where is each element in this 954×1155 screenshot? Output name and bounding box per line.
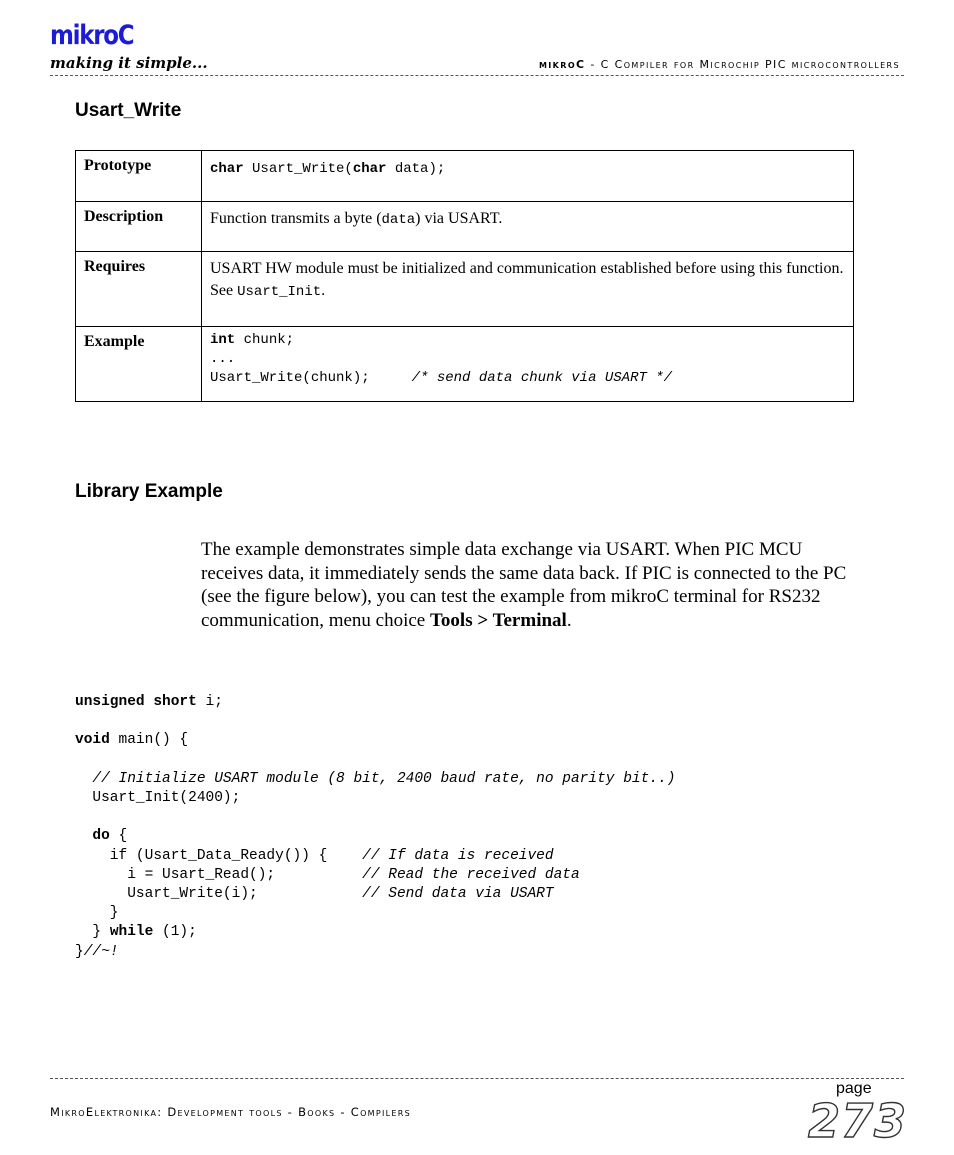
prototype-rest: data); — [386, 161, 446, 177]
requires-value — [202, 252, 854, 327]
requires-code: Usart_Init — [237, 284, 322, 300]
description-value — [202, 202, 854, 252]
header-rule — [50, 75, 904, 76]
code-l8-indent — [75, 828, 92, 844]
code-l14-code: } — [75, 943, 84, 960]
mikroc-logo: mikroC — [50, 20, 134, 51]
description-row — [76, 202, 854, 252]
example-line2: ... — [210, 351, 236, 367]
code-l13-rest: (1); — [153, 924, 197, 941]
code-l3-rest: main() { — [109, 732, 189, 749]
prototype-name: Usart_Write( — [243, 161, 353, 177]
description-code: data — [381, 212, 416, 228]
example-label: Example — [76, 327, 202, 402]
code-l11-comment: // Send data via USART — [362, 886, 554, 903]
code-l10-code: i = Usart_Read(); — [75, 866, 363, 883]
code-l13-kw: while — [109, 924, 154, 941]
example-kw-int: int — [210, 332, 236, 348]
example-line3-code: Usart_Write(chunk); — [210, 370, 412, 386]
description-label: Description — [76, 202, 202, 252]
prototype-value — [202, 151, 854, 202]
code-l14-comment: //~! — [83, 943, 119, 960]
paragraph-text: The example demonstrates simple data exchange via USART. When PIC MCU receives data, it immediately sends the same data back. If PIC is connected to the PC (see the figure below), you can test the example from mikroC terminal for RS232 communication, menu choice — [201, 539, 847, 631]
tagline: making it simple... — [50, 54, 208, 72]
header-title-rest: - C Compiler for Microchip PIC microcontrollers — [585, 58, 900, 71]
page-number: 273 — [808, 1094, 908, 1148]
code-l1-kw: unsigned short — [75, 694, 197, 710]
description-pre: Function transmits a byte ( — [210, 210, 382, 227]
header-title — [539, 58, 900, 71]
code-l5-comment: // Initialize USART module (8 bit, 2400 baud rate, no parity bit..) — [75, 770, 676, 787]
code-l8-rest: { — [109, 828, 128, 845]
code-l9-comment: // If data is received — [362, 847, 554, 864]
example-value — [202, 327, 854, 402]
footer-rule — [50, 1078, 904, 1079]
code-l13-pre: } — [75, 924, 110, 941]
requires-post: . — [321, 282, 326, 299]
code-l1-rest: i; — [196, 694, 223, 710]
code-l10-comment: // Read the received data — [362, 866, 580, 883]
code-l12: } — [75, 905, 119, 922]
requires-pre: USART HW module must be initialized and communication established before using this function. See — [210, 260, 844, 299]
library-example-paragraph — [201, 538, 851, 632]
code-l11-code: Usart_Write(i); — [75, 886, 363, 903]
function-reference-table — [75, 150, 854, 402]
page-label: page — [836, 1080, 872, 1097]
code-l3-kw: void — [75, 732, 110, 749]
section-title-usart-write: Usart_Write — [75, 100, 182, 121]
prototype-row — [76, 151, 854, 202]
prototype-label: Prototype — [76, 151, 202, 202]
code-l6: Usart_Init(2400); — [75, 790, 241, 807]
example-code — [210, 331, 845, 388]
example-line1-rest: chunk; — [235, 332, 295, 348]
requires-label: Requires — [76, 252, 202, 327]
header-title-brand: mikroC — [538, 58, 586, 71]
library-example-code — [75, 693, 675, 962]
paragraph-menu-choice: Tools > Terminal — [429, 609, 567, 631]
code-l8-kw: do — [92, 828, 110, 845]
description-post: ) via USART. — [415, 210, 503, 227]
paragraph-end: . — [566, 609, 572, 631]
requires-row — [76, 252, 854, 327]
prototype-param-type: char — [352, 161, 387, 177]
prototype-return-type: char — [210, 161, 244, 177]
section-title-library-example: Library Example — [75, 481, 223, 502]
code-l9-code: if (Usart_Data_Ready()) { — [75, 847, 363, 864]
example-row — [76, 327, 854, 402]
footer-publisher: MikroElektronika: Development tools - Books - Compilers — [50, 1105, 411, 1119]
example-line3-comment: /* send data chunk via USART */ — [411, 370, 673, 386]
